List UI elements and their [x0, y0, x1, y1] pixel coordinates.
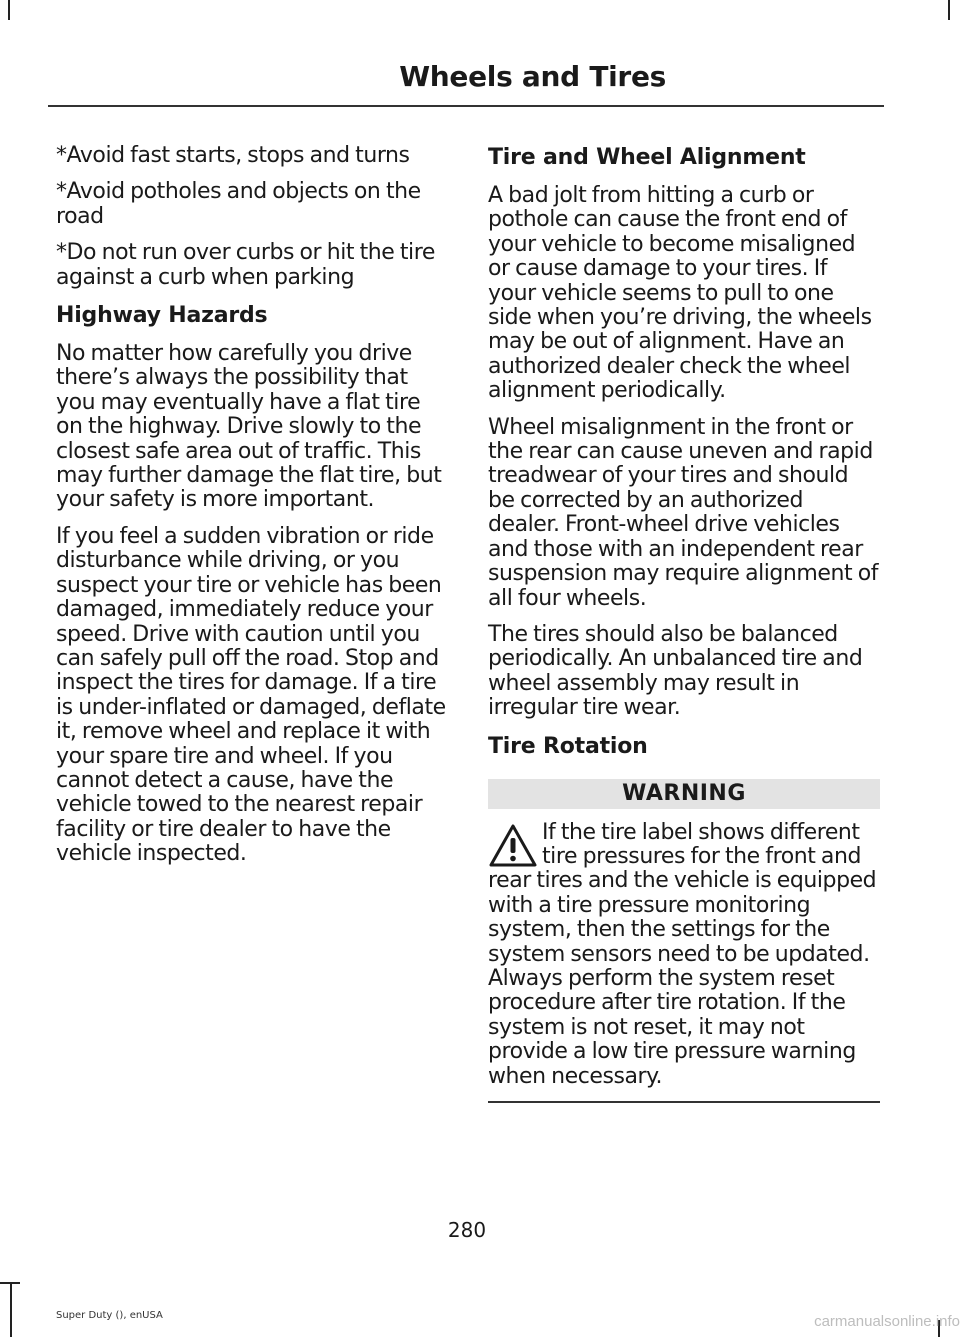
- highway-paragraph-2: If you feel a sudden vibration or ride disturbance while driving, or you suspect your tire or vehicle has been damaged, immediately reduce your speed. Drive with caution until you can safely pull off the road. Stop and inspect the tires for damage. If a tire is under-inflated or damaged, deflate it, remove wheel and replace it with your spare tire and wheel. If you cannot detect a cause, have the vehicle towed to the nearest repair facility or tire dealer to have the vehicle inspected.: [56, 523, 446, 867]
- tip-fast-starts: *Avoid fast starts, stops and turns: [56, 143, 410, 168]
- crop-mark-top-left: [8, 0, 10, 20]
- right-column: [488, 144, 880, 1103]
- warning-text: If the tire label shows different tire pressures for the front and rear tires and the vehicle is equipped with a tire pressure monitoring system, then the settings for the system sensors need to be updated. Always perform the system reset procedure after tire rotation. If the system is not reset, it may not provide a low tire pressure warning when necessary.: [488, 819, 877, 1089]
- page-title-text: Wheels and Tires: [399, 60, 666, 93]
- crop-mark-top-right: [948, 0, 950, 20]
- page-number: 280: [447, 1218, 487, 1242]
- crop-mark-bottom-left-v: [10, 1282, 12, 1337]
- alignment-paragraph-3: The tires should also be balanced periodically. An unbalanced tire and wheel assembly may result in irregular tire wear.: [488, 621, 863, 721]
- warning-box: [488, 821, 880, 1089]
- warning-triangle-icon: [488, 823, 538, 869]
- alignment-heading: Tire and Wheel Alignment: [488, 145, 806, 170]
- tip-potholes: *Avoid potholes and objects on the road: [56, 179, 421, 229]
- alignment-paragraph-1: A bad jolt from hitting a curb or pothole can cause the front end of your vehicle to become misaligned or cause damage to your tires. If your vehicle seems to pull to one side when you’re driving, the wheels may be out of alignment. Have an authorized dealer check the wheel alignment periodically.: [488, 183, 872, 404]
- header-divider: [48, 105, 884, 107]
- watermark: carmanualsonline.info: [814, 1313, 960, 1330]
- warning-bottom-rule: [488, 1101, 880, 1103]
- tire-rotation-heading: Tire Rotation: [488, 733, 648, 759]
- tip-curbs: *Do not run over curbs or hit the tire against a curb when parking: [56, 240, 435, 290]
- left-column: [56, 144, 448, 879]
- alignment-paragraph-2: Wheel misalignment in the front or the rear can cause uneven and rapid treadwear of your tires and should be corrected by an authorized dealer. Front-wheel drive vehicles and those with an independent rear suspension may require alignment of all four wheels.: [488, 414, 879, 611]
- footer-model-note: Super Duty (), enUSA: [56, 1310, 163, 1321]
- highway-hazards-heading: Highway Hazards: [56, 303, 268, 329]
- page-title: [0, 60, 934, 93]
- highway-paragraph-1: No matter how carefully you drive there’s always the possibility that you may eventually have a flat tire on the highway. Drive slowly to the closest safe area out of traffic. This may further damage the flat tire, but your safety is more important.: [56, 341, 442, 513]
- warning-banner: WARNING: [488, 779, 880, 809]
